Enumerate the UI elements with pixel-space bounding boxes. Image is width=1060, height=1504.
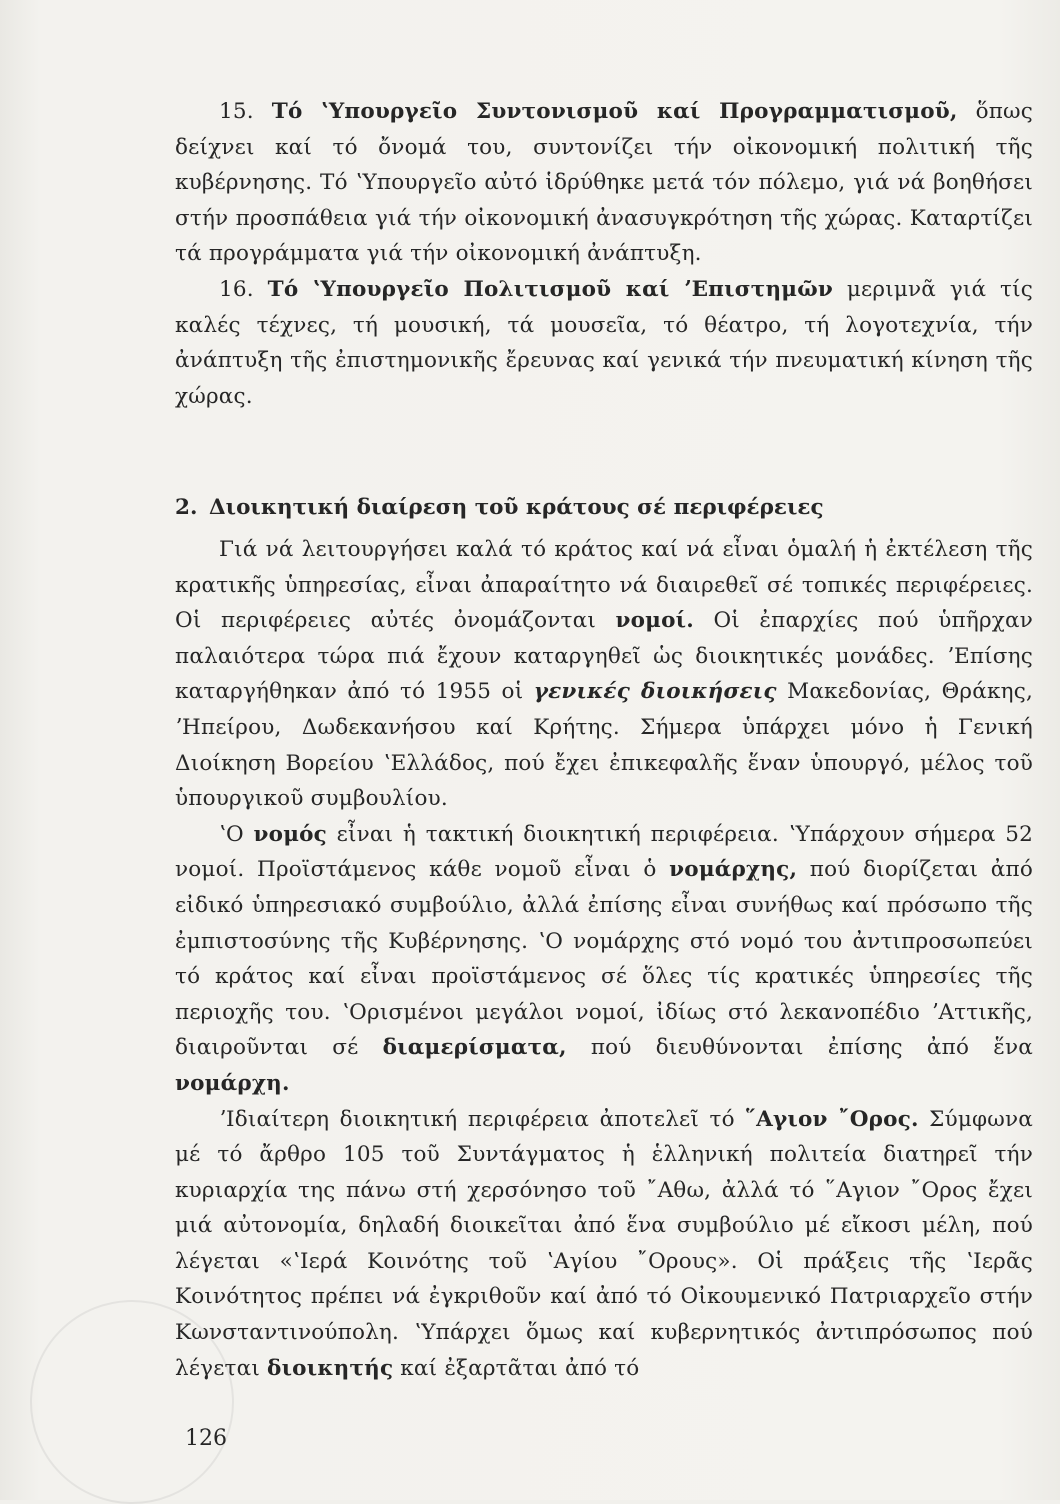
text-run: Σύμφωνα μέ τό ἄρθρο 105 τοῦ Συντάγματος ἡ ἑλληνική πολιτεία διατηρεῖ τήν κυριαρχία της πάνω στή χερσόνησο τοῦ ῎Αθω, ἀλλά τό ῞Αγιον ῎Ορος ἔχει μιά αὐτονομία, δηλαδή διοικεῖται ἀπό ἕνα συμβούλιο μέ εἴκοσι μέλη, πού λέγεται «ʽΙερά Κοινότης τοῦ ʽΑγίου ῎Ορους». Οἱ πράξεις τῆς ʽΙερᾶς Κοινότητος πρέπει νά ἐγκριθοῦν καί ἀπό τό Οἰκουμενικό Πατριαρχεῖο στήν Κωνσταντινούπολη. ʽΥπάρχει ὅμως καί κυβερνητικός ἀντιπρόσωπος πού λέγεται	[175, 1106, 1033, 1381]
text-run: πού διορίζεται ἀπό εἰδικό ὑπηρεσιακό συμβούλιο, ἀλλά ἐπίσης εἶναι συνήθως καί πρόσωπο τῆς ἐμπιστοσύνης τῆς Κυβέρνησης. ʽΟ νομάρχης στό νομό του ἀντιπροσωπεύει τό κράτος καί εἶναι προϊστάμενος σέ ὅλες τίς κρατικές ὑπηρεσίες τῆς περιοχῆς του. ʽΟρισμένοι μεγάλοι νομοί, ἰδίως στό λεκανοπέδιο ʼΑττικῆς, διαιροῦνται σέ	[175, 857, 1033, 1061]
top-paragraphs	[175, 94, 1033, 414]
paragraph	[175, 1102, 1033, 1387]
paragraph	[175, 817, 1033, 1102]
emphasized-term: Τό ʽΥπουργεῖο Πολιτισμοῦ καί ʼΕπιστημῶν	[267, 276, 834, 302]
bottom-paragraphs	[175, 532, 1033, 1386]
paragraph	[175, 532, 1033, 817]
emphasized-term: νομοί.	[615, 608, 694, 634]
text-run: καί ἐξαρτᾶται ἀπό τό	[393, 1355, 640, 1381]
text-run: μεριμνᾶ γιά τίς καλές τέχνες, τή μουσική, τά μουσεῖα, τό θέατρο, τή λογοτεχνία, τήν ἀνάπτυξη τῆς ἐπιστημονικῆς ἔρευνας καί γενικά τήν πνευματική κίνηση τῆς χώρας.	[175, 276, 1034, 409]
emphasized-term: νομάρχης,	[669, 857, 798, 883]
text-run: πού διευθύνονται ἐπίσης ἀπό ἕνα	[566, 1035, 1033, 1061]
text-run: ʽΟ	[219, 821, 254, 847]
emphasized-term: γενικές διοικήσεις	[533, 679, 777, 705]
emphasized-term: Τό ʽΥπουργεῖο Συντονισμοῦ καί Προγραμματισμοῦ,	[271, 99, 958, 124]
section-title: Διοικητική διαίρεση τοῦ κράτους σέ περιφέρειες	[209, 495, 824, 520]
emphasized-term: διαμερίσματα,	[382, 1035, 567, 1061]
text-run: 15.	[219, 99, 272, 124]
text-run: Γιά νά λειτουργήσει καλά τό κράτος καί νά εἶναι ὁμαλή ἡ ἐκτέλεση τῆς κρατικῆς ὑπηρεσίας, εἶναι ἀπαραίτητο νά διαιρεθεῖ σέ τοπικές περιφέρειες. Οἱ περιφέρειες αὐτές ὀνομάζονται	[175, 537, 1033, 634]
emphasized-term: διοικητής	[267, 1355, 394, 1381]
emphasized-term: ῞Αγιον ῎Ορος.	[745, 1106, 919, 1132]
text-run: Μακεδονίας, Θράκης, ʼΗπείρου, Δωδεκανήσου καί Κρήτης. Σήμερα ὑπάρχει μόνο ἡ Γενική Διοίκηση Βορείου ʽΕλλάδος, πού ἔχει ἐπικεφαλῆς ἕναν ὑπουργό, μέλος τοῦ ὑπουργικοῦ συμβουλίου.	[175, 679, 1033, 812]
emphasized-term: νομός	[253, 821, 327, 847]
emphasized-term: νομάρχη.	[175, 1070, 290, 1096]
paragraph	[175, 94, 1033, 272]
text-run: ὅπως δείχνει καί τό ὄνομά του, συντονίζει τήν οἰκονομική πολιτική τῆς κυβέρνησης. Τό ʽΥπουργεῖο αὐτό ἱδρύθηκε μετά τόν πόλεμο, γιά νά βοηθήσει στήν προσπάθεια γιά τήν οἰκονομική ἀνασυγκρότηση τῆς χώρας. Καταρτίζει τά προγράμματα γιά τήν οἰκονομική ἀνάπτυξη.	[175, 99, 1034, 267]
section-number: 2.	[175, 495, 198, 520]
text-run: εἶναι ἡ τακτική διοικητική περιφέρεια. ʽΥπάρχουν σήμερα 52 νομοί. Προϊστάμενος κάθε νομοῦ εἶναι ὁ	[175, 821, 1033, 883]
page-number: 126	[185, 1426, 227, 1451]
text-run: ʼΙδιαίτερη διοικητική περιφέρεια ἀποτελεῖ τό	[219, 1106, 746, 1132]
text-run: 16.	[219, 276, 268, 302]
section-heading	[175, 493, 1033, 523]
paragraph	[175, 272, 1033, 414]
text-run: Οἱ ἐπαρχίες πού ὑπῆρχαν παλαιότερα τώρα πιά ἔχουν καταργηθεῖ ὡς διοικητικές μονάδες. ʼΕπίσης καταργήθηκαν ἀπό τό 1955 οἱ	[175, 608, 1033, 705]
